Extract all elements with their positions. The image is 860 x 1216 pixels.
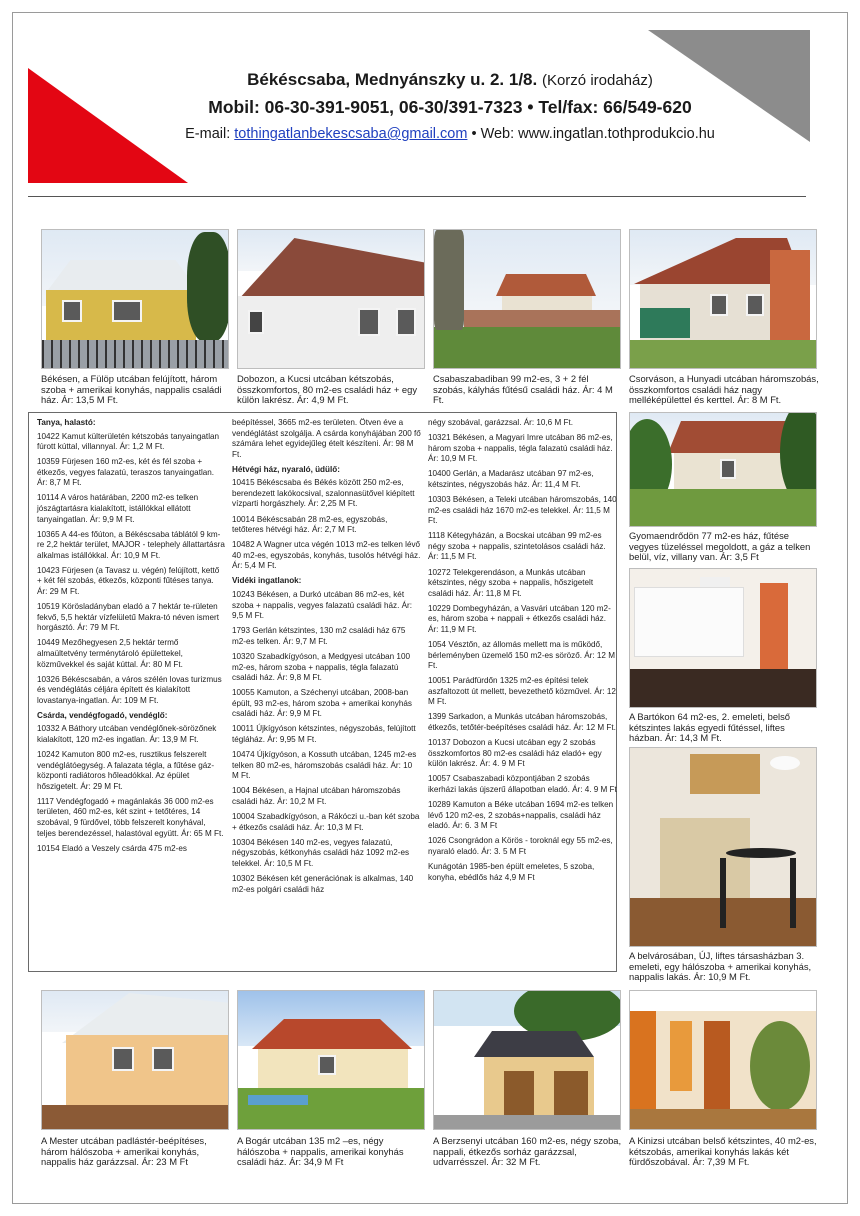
web-address: • Web: www.ingatlan.tothprodukcio.hu <box>471 126 715 142</box>
listing-item: 10365 A 44-es főúton, a Békéscsaba táblától 9 km-re 2,2 hektár terület, MAJOR - telephely állattartásra alkalmas istállókkal. Ár: 10,9 M Ft. <box>37 529 225 560</box>
listing-column-3 <box>428 418 617 888</box>
listing-section-heading: Csárda, vendégfogadó, vendéglő: <box>37 710 168 720</box>
property-photo-belvaros <box>629 747 817 947</box>
listing-item: 10114 A város határában, 2200 m2-es telken jószágtartásra kialakított, istállókkal ellátott tanyaingatlan. Ár: 9,9 M Ft. <box>37 493 199 524</box>
address-note: (Korzó irodaház) <box>541 72 653 89</box>
listing-item: 10482 A Wagner utca végén 1013 m2-es telken lévő 40 m2-es, egyszobás, konyhás, tusolós hétvégi ház. Ár: 5,4 M Ft. <box>232 540 421 571</box>
listing-item: 10400 Gerlán, a Madarász utcában 97 m2-es, kétszintes, négyszobás ház. Ár: 11,4 M Ft. <box>428 469 594 489</box>
address-text: Békéscsaba, Mednyánszky u. 2. 1/8. <box>247 70 538 89</box>
listing-column-1 <box>37 418 226 859</box>
caption-csabaszabadi: Csabaszabadiban 99 m2-es, 3 + 2 fél szobás, kályhás fűtésű családi ház. Ár: 4 M Ft. <box>433 373 613 406</box>
listing-item: 10055 Kamuton, a Széchenyi utcában, 2008-ban épült, 93 m2-es, három szoba + amerikai konyhás családi ház. Ár: 9,9 M Ft. <box>232 688 412 719</box>
property-photo-fulop <box>41 229 229 369</box>
caption-hunyadi: Csorváson, a Hunyadi utcában háromszobás, összkomfortos családi ház nagy melléképülettel és kerttel. Ár: 8 M Ft. <box>629 373 819 406</box>
listing-item: 10423 Fürjesen (a Tavasz u. végén) felújított, kettő + két fél szobás, étkezős, központi fűtéses tanya. Ár: 29 M Ft. <box>37 565 220 597</box>
caption-bogar: A Bogár utcában 135 m2 –es, négy hálószoba + nappalis, amerikai konyhás családi ház. Ár: 34,9 M Ft <box>237 1135 404 1168</box>
listing-item: 10243 Békésen, a Durkó utcában 86 m2-es, két szoba + nappalis, vegyes falazatú családi ház. Ár: 9,5 M Ft. <box>232 590 412 621</box>
caption-belvaros: A belvárosában, ÚJ, liftes társasházban 3. emeleti, egy hálószoba + amerikai konyhás, nappalis lakás. Ár: 10,9 M Ft. <box>629 950 812 983</box>
property-photo-gyomaendrod <box>629 412 817 527</box>
email-link[interactable]: tothingatlanbekescsaba@gmail.com <box>234 126 468 142</box>
listing-section-heading: Vidéki ingatlanok: <box>232 576 302 586</box>
listing-item: 10519 Körösladányban eladó a 7 hektár te-rületen fekvő, 5,5 hektár vízfelületű Makra-tó néven ismert horgásztó. Ár: 79 M Ft. <box>37 602 219 633</box>
listing-item: 10303 Békésen, a Teleki utcában háromszobás, 140 m2-es családi ház 1670 m2-es telekkel. Ár: 11,5 M Ft. <box>428 495 617 526</box>
property-photo-kucsi <box>237 229 425 369</box>
listing-item: 10321 Békésen, a Magyari Imre utcában 86 m2-es, három szoba + nappalis, tégla falazatú családi ház. Ár: 10,9 M Ft. <box>428 433 613 464</box>
listing-item: 10154 Eladó a Veszely csárda 475 m2-es <box>37 843 187 853</box>
caption-fulop: Békésen, a Fülöp utcában felújított, három szoba + amerikai konyhás, nappalis családi ház. Ár: 13,5 M Ft. <box>41 373 222 406</box>
caption-berzsenyi: A Berzsenyi utcában 160 m2-es, négy szoba, nappali, étkezős sorház garázzsal, udvarrésszel. Ár: 32 M Ft. <box>433 1135 622 1168</box>
header <box>130 68 770 145</box>
listing-item: 10014 Békéscsabán 28 m2-es, egyszobás, tetőteres hétvégi ház. Ár: 2,7 M Ft. <box>232 514 388 535</box>
listing-item: 1004 Békésen, a Hajnal utcában háromszobás családi ház. Ár: 10,2 M Ft. <box>232 786 401 806</box>
listing-column-2 <box>232 418 421 900</box>
listing-item: 10011 Újkígyóson kétszintes, négyszobás, felújított tégláház. Ár: 9,95 M Ft. <box>232 724 416 744</box>
listing-item: 10051 Parádfürdőn 1325 m2-es építési telek aszfaltozott út mellett, bevezethető közművel. Ár: 12 M Ft. <box>428 676 616 707</box>
listing-item: 10474 Újkígyóson, a Kossuth utcában, 1245 m2-es telken 80 m2-es, háromszobás családi ház. Ár: 10 M Ft. <box>232 750 417 781</box>
property-photo-mester <box>41 990 229 1130</box>
listing-item: 10242 Kamuton 800 m2-es, rusztikus felszerelt vendéglátóegység. A falazata tégla, a fűtése gáz-központi radiátoros hőleadókkal. Az épület hőszigetelt. Ár: 29 M Ft. <box>37 750 215 791</box>
listing-item: 10415 Békéscsaba és Békés között 250 m2-es, berendezett lakókocsival, szalonnasütővel kiépített vízparti horgászhely. Ár: 2,25 M Ft. <box>232 478 415 509</box>
listing-section-heading: Hétvégi ház, nyaraló, üdülő: <box>232 464 340 474</box>
listing-item: 10302 Békésen két generációnak is alkalmas, 140 m2-es polgári családi ház <box>232 873 414 894</box>
property-photo-bogar <box>237 990 425 1130</box>
listing-item: 10332 A Báthory utcában vendéglőnek-sörözőnek kialakított, 120 m2-es ingatlan. Ár: 13,9 M Ft. <box>37 724 217 744</box>
property-photo-berzsenyi <box>433 990 621 1130</box>
caption-kucsi: Dobozon, a Kucsi utcában kétszobás, összkomfortos, 80 m2-es családi ház + egy külön lakrész. Ár: 4,9 M Ft. <box>237 373 418 406</box>
caption-kinizsi: A Kinizsi utcában belső kétszintes, 40 m2-es, kétszobás, amerikai konyhás lakás két fürdőszobával. Ár: 7,39 M Ft. <box>629 1135 817 1168</box>
listing-item: 1793 Gerlán kétszintes, 130 m2 családi ház 675 m2-es telken. Ár: 9,7 M Ft. <box>232 626 406 646</box>
listing-item: 10229 Dombegyházán, a Vasvári utcában 120 m2-es, három szoba + nappali + étkezős családi ház. Ár: 11,9 M Ft. <box>428 603 611 634</box>
listing-item: négy szobával, garázzsal. Ár: 10,6 M Ft. <box>428 418 573 427</box>
office-address <box>130 68 770 93</box>
listing-item: 10304 Békésen 140 m2-es, vegyes falazatú, négyszobás, kétkonyhás családi ház 1092 m2-es telekkel. Ár: 10,5 M Ft. <box>232 837 410 868</box>
listing-section-heading: Tanya, halastó: <box>37 418 96 427</box>
caption-mester: A Mester utcában padlástér-beépítéses, három hálószoba + amerikai konyhás, nappalis ház garázzsal. Ár: 23 M Ft <box>41 1135 207 1168</box>
listing-item: beépítéssel, 3665 m2-es területen. Ötven éve a vendéglátást szolgálja. A csárda konyhájában 200 fő számára lehet egyidejűleg ételt készíteni. Ár: 98 M Ft. <box>232 418 421 459</box>
listing-item: 1117 Vendégfogadó + magánlakás 36 000 m2-es területen, 460 m2-es, két szint + tetőtéres, 14 szobával, 9 fürdővel, több felszerelt konyhával, teljes berendezéssel, halastóval együtt. Ár: 65 M Ft. <box>37 796 224 838</box>
listing-item: 10326 Békéscsabán, a város szélén lovas turizmus és vendéglátás céljára épített és kialakított lovastanya-ingatlan. Ár: 109 M Ft. <box>37 674 222 705</box>
listing-item: 10057 Csabaszabadi központjában 2 szobás ikerházi lakás újszerű állapotban eladó. Ár: 4. 9 M Ft <box>428 774 617 794</box>
property-photo-csabaszabadi <box>433 229 621 369</box>
listing-item: 10004 Szabadkígyóson, a Rákóczi u.-ban két szoba + étkezős családi ház. Ár: 10,3 M Ft. <box>232 812 420 832</box>
email-label: E-mail: <box>185 126 231 142</box>
listing-item: 10137 Dobozon a Kucsi utcában egy 2 szobás összkomfortos 80 m2-es családi ház eladó+ egy külön lakrész. Ár: 4. 9 M Ft <box>428 738 602 769</box>
listing-item: 10320 Szabadkígyóson, a Medgyesi utcában 100 m2-es, három szoba + nappalis, tégla falazatú családi ház. Ár: 9,8 M Ft. <box>232 651 410 683</box>
phone-numbers: Mobil: 06-30-391-9051, 06-30/391-7323 • Tel/fax: 66/549-620 <box>208 97 692 117</box>
listing-item: Kunágotán 1985-ben épült emeletes, 5 szoba, konyha, ebédlős ház 4,9 M Ft <box>428 862 595 882</box>
property-photo-bartok <box>629 568 817 708</box>
listing-item: 1118 Kétegyházán, a Bocskai utcában 99 m2-es négy szoba + nappalis, szintetolásos családi ház. Ár: 11,5 M Ft. <box>428 531 606 562</box>
listing-item: 10289 Kamuton a Béke utcában 1694 m2-es telken lévő 120 m2-es, 2 szobás+nappalis, családi ház eladó. Ár: 6. 3 M Ft <box>428 800 614 831</box>
listing-item: 1026 Csongrádon a Körös - toroknál egy 55 m2-es, nyaraló eladó. Ár: 3. 5 M Ft <box>428 836 613 856</box>
caption-gyomaendrod: Gyomaendrődön 77 m2-es ház, fűtése vegyes tüzeléssel megoldott, a gáz a telken belül, víz, villany van. Ár: 3,5 Ft <box>629 530 811 563</box>
property-photo-kinizsi <box>629 990 817 1130</box>
listing-item: 1054 Vésztőn, az állomás mellett ma is működő, bérleményben üzemelő 150 m2-es söröző. Ár: 12 M Ft. <box>428 640 615 671</box>
listing-item: 10359 Fürjesen 160 m2-es, két és fél szoba + étkezős, vegyes falazatú, teraszos tanyaingatlan. Ár: 8,7 M Ft. <box>37 457 215 488</box>
property-photo-hunyadi <box>629 229 817 369</box>
listing-item: 10272 Telekgerendáson, a Munkás utcában kétszintes, négy szoba + nappalis, hőszigetelt családi ház. Ár: 11,8 M Ft. <box>428 567 594 598</box>
header-divider <box>28 196 806 197</box>
listing-item: 10422 Kamut külterületén kétszobás tanyaingatlan fúrott kúttal, villannyal. Ár: 1,2 M Ft. <box>37 431 220 452</box>
caption-bartok: A Bartókon 64 m2-es, 2. emeleti, belső kétszintes lakás egyedi fűtéssel, liftes házban. Ár: 14,3 M Ft. <box>629 711 791 744</box>
listing-item: 10449 Mezőhegyesen 2,5 hektár termő almaültetvény terménytároló épülettekel, közművekkel és saját kúttal. Ár: 80 M Ft. <box>37 638 183 669</box>
contact-line <box>130 123 770 145</box>
listing-item: 1399 Sarkadon, a Munkás utcában háromszobás, étkezős, tetőtér-beépítéses családi ház. Ár: 12 M Ft. <box>428 712 616 733</box>
